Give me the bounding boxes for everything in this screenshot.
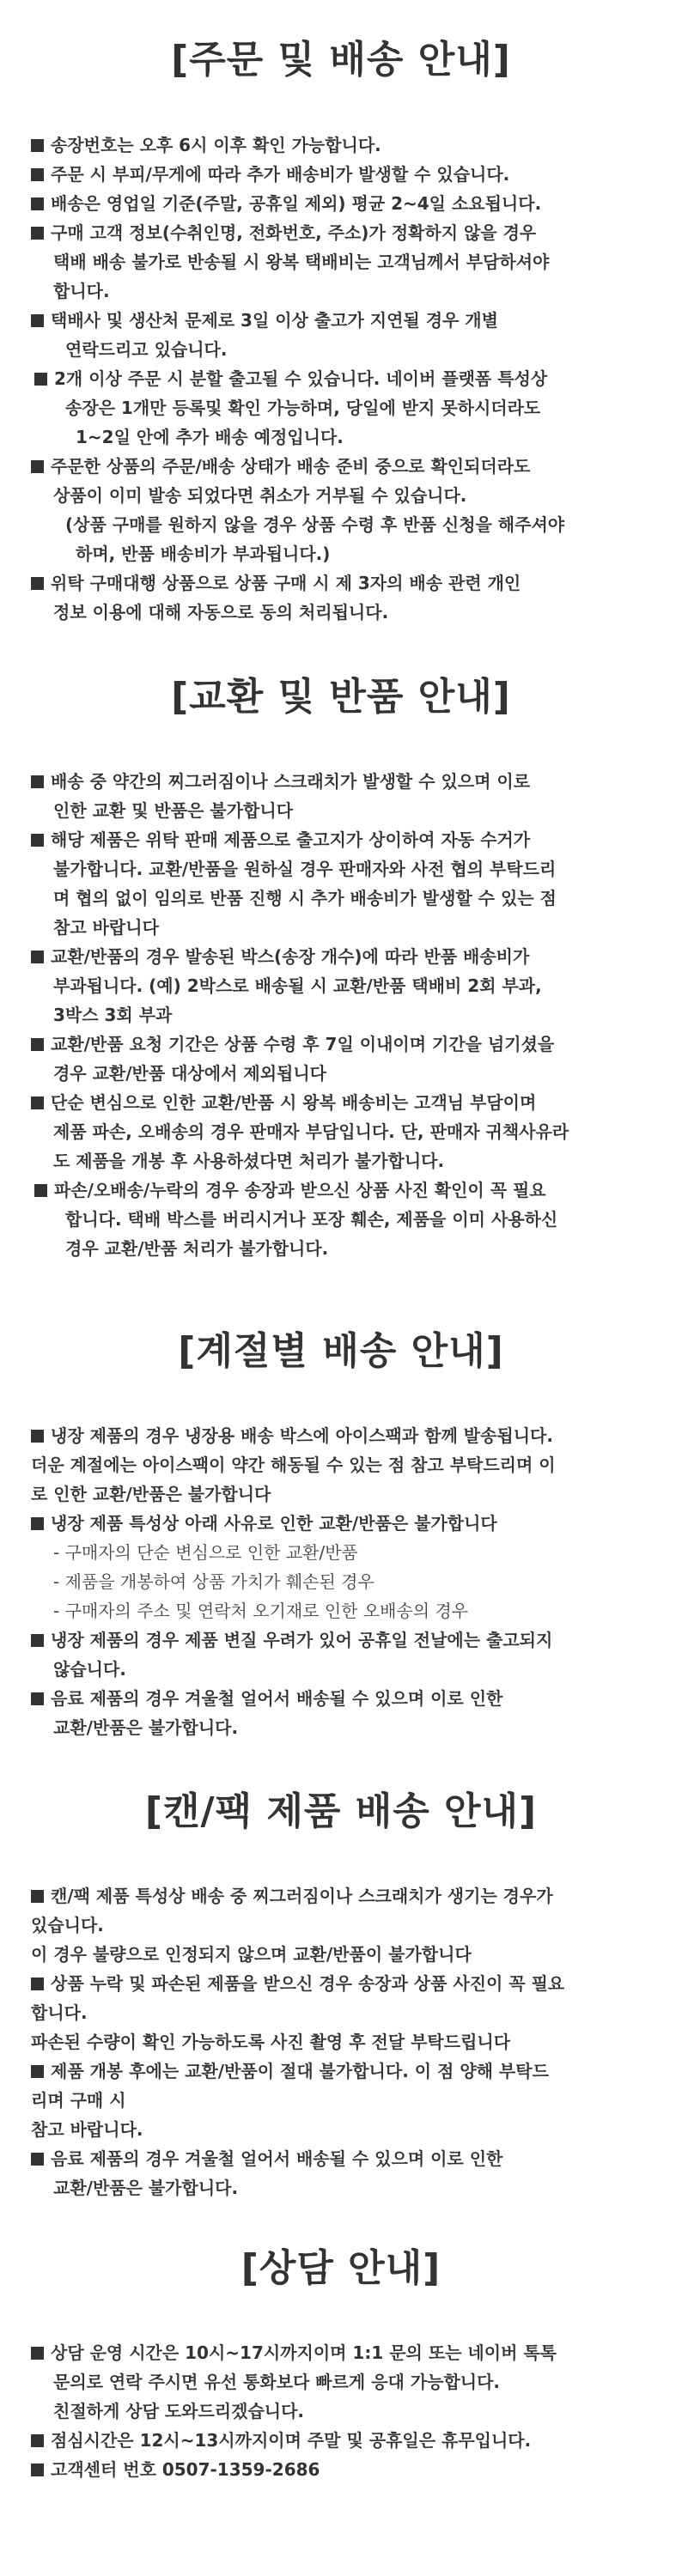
list-item: 위탁 구매대행 상품으로 상품 구매 시 제 3자의 배송 관련 개인 [31,568,658,598]
list-item-continued: 이 경우 불량으로 인정되지 않으며 교환/반품이 불가합니다 [31,1944,472,1965]
list-item: 교환/반품 요청 기간은 상품 수령 후 7일 이내이며 기간을 넘기셨을 [31,1030,658,1059]
list-item: 냉장 제품의 경우 냉장용 배송 박스에 아이스팩과 함께 발송됩니다. [31,1421,658,1450]
section-order-shipping-items [31,131,658,627]
section-order-shipping [0,34,682,86]
section-title: [주문 및 배송 안내] [171,38,511,82]
section-title: [교환 및 반품 안내] [171,675,511,719]
section-seasonal-shipping-items [31,1421,658,1742]
list-item-continued: 교환/반품은 불가합니다. [53,1717,239,1738]
list-item-continued: 경우 교환/반품 처리가 불가합니다. [65,1238,329,1259]
list-item-continued: 하며, 반품 배송비가 부과됩니다.) [76,544,331,564]
square-bullet-icon [31,834,44,847]
list-item-continued: 며 협의 없이 임의로 반품 진행 시 추가 배송비가 발생할 수 있는 점 [53,888,557,908]
list-item-continued: (상품 구매를 원하지 않을 경우 상품 수령 후 반품 신청을 해주셔야 [65,514,565,535]
square-bullet-icon [31,1430,44,1443]
list-item: 택배사 및 생산처 문제로 3일 이상 출고가 지연될 경우 개별 [31,306,658,335]
square-bullet-icon [31,577,44,590]
list-item-continued: 합니다. [31,2002,88,2023]
list-item: 주문한 상품의 주문/배송 상태가 배송 준비 중으로 확인되더라도 [31,452,658,481]
square-bullet-icon [31,2153,44,2166]
list-item-continued: 연락드리고 있습니다. [65,339,228,360]
list-item-continued: 부과됩니다. (예) 2박스로 배송될 시 교환/반품 택배비 2회 부과, [53,975,542,996]
section-exchange-return-items [31,767,658,1263]
list-item-continued: 상품이 이미 발송 되었다면 취소가 거부될 수 있습니다. [53,485,467,506]
list-item-continued: 경우 교환/반품 대상에서 제외됩니다 [53,1063,326,1084]
list-item-continued: 정보 이용에 대해 자동으로 동의 처리됩니다. [53,602,389,623]
list-item-continued: 인한 교환 및 반품은 불가합니다 [53,800,294,821]
list-item: 교환/반품의 경우 발송된 박스(송장 개수)에 따라 반품 배송비가 [31,942,658,971]
list-item: 음료 제품의 경우 겨울철 얼어서 배송될 수 있으며 이로 인한 [31,2144,658,2173]
square-bullet-icon [31,1097,44,1109]
section-exchange-return [0,671,682,723]
list-item-continued: 1~2일 안에 추가 배송 예정입니다. [76,427,344,447]
list-item-continued: 참고 바랍니다 [53,917,159,938]
list-item: 음료 제품의 경우 겨울철 얼어서 배송될 수 있으며 이로 인한 [31,1684,658,1713]
list-item-continued: 택배 배송 불가로 반송될 시 왕복 택배비는 고객님께서 부담하셔야 [53,252,550,272]
square-bullet-icon [31,1517,44,1530]
square-bullet-icon [31,314,44,327]
section-seasonal-shipping [0,1326,682,1377]
list-item: 배송 중 약간의 찌그러짐이나 스크래치가 발생할 수 있으며 이로 [31,767,658,796]
square-bullet-icon [31,197,44,210]
square-bullet-icon [31,2464,44,2476]
list-item: 상담 운영 시간은 10시~17시까지이며 1:1 문의 또는 네이버 톡톡 [31,2338,658,2367]
list-subitem: - 구매자의 주소 및 연락처 오기재로 인한 오배송의 경우 [53,1601,469,1621]
square-bullet-icon [31,1978,44,1990]
list-item-continued: 참고 바랍니다. [31,2119,143,2140]
square-bullet-icon [31,227,44,240]
list-item-continued: 않습니다. [53,1659,126,1680]
list-item-continued: 친절하게 상담 도와드리겠습니다. [53,2401,305,2421]
list-item-continued: 합니다. 택배 박스를 버리시거나 포장 훼손, 제품을 이미 사용하신 [65,1209,558,1230]
square-bullet-icon [31,168,44,181]
list-subitem: - 제품을 개봉하여 상품 가치가 훼손된 경우 [53,1571,374,1592]
square-bullet-icon [31,1038,44,1051]
list-item-continued: 문의로 연락 주시면 유선 통화보다 빠르게 응대 가능합니다. [53,2372,501,2392]
list-item-continued: 도 제품을 개봉 후 사용하셨다면 처리가 불가합니다. [53,1151,445,1171]
square-bullet-icon [31,1692,44,1705]
list-item-continued: 3박스 3회 부과 [53,1005,173,1025]
square-bullet-icon [31,1890,44,1903]
section-title: [상담 안내] [241,2246,441,2290]
list-item-continued: 더운 계절에는 아이스팩이 약간 해동될 수 있는 점 참고 부탁드리며 이 [31,1455,556,1475]
section-can-pack-shipping-items [31,1881,658,2202]
list-item: 배송은 영업일 기준(주말, 공휴일 제외) 평균 2~4일 소요됩니다. [31,189,658,218]
list-subitem: - 구매자의 단순 변심으로 인한 교환/반품 [53,1542,358,1563]
section-consultation [0,2243,682,2294]
square-bullet-icon [31,460,44,473]
list-item-continued: 리며 구매 시 [31,2090,126,2111]
square-bullet-icon [31,775,44,788]
list-item: 점심시간은 12시~13시까지이며 주말 및 공휴일은 휴무입니다. [31,2426,658,2455]
list-item: 단순 변심으로 인한 교환/반품 시 왕복 배송비는 고객님 부담이며 [31,1088,658,1117]
square-bullet-icon [31,139,44,152]
list-item-continued: 제품 파손, 오배송의 경우 판매자 부담입니다. 단, 판매자 귀책사유라 [53,1121,569,1142]
list-item-continued: 불가합니다. 교환/반품을 원하실 경우 판매자와 사전 협의 부탁드리 [53,859,557,879]
list-item-continued: 송장은 1개만 등록및 확인 가능하며, 당일에 받지 못하시더라도 [65,398,541,418]
list-item-continued: 로 인한 교환/반품은 불가합니다 [31,1484,271,1504]
list-item: 파손/오배송/누락의 경우 송장과 받으신 상품 사진 확인이 꼭 필요 [31,1176,658,1205]
square-bullet-icon [31,951,44,963]
list-item: 냉장 제품의 경우 제품 변질 우려가 있어 공휴일 전날에는 출고되지 [31,1625,658,1655]
square-bullet-icon [31,2434,44,2447]
section-title: [캔/팩 제품 배송 안내] [144,1789,538,1833]
list-item-continued: 있습니다. [31,1915,104,1935]
section-consultation-items [31,2338,658,2484]
square-bullet-icon [31,2065,44,2078]
list-item: 캔/팩 제품 특성상 배송 중 찌그러짐이나 스크래치가 생기는 경우가 [31,1881,658,1911]
list-item: 주문 시 부피/무게에 따라 추가 배송비가 발생할 수 있습니다. [31,160,658,189]
list-item-continued: 교환/반품은 불가합니다. [53,2178,239,2198]
square-bullet-icon [31,2347,44,2360]
section-can-pack-shipping [0,1786,682,1838]
list-item-continued: 합니다. [53,281,110,301]
list-item: 냉장 제품 특성상 아래 사유로 인한 교환/반품은 불가합니다 [31,1509,658,1538]
square-bullet-icon [31,1634,44,1647]
list-item-continued: 파손된 수량이 확인 가능하도록 사진 촬영 후 전달 부탁드립니다 [31,2032,511,2052]
list-item: 고객센터 번호 0507-1359-2686 [31,2455,658,2484]
square-bullet-icon [34,373,47,386]
list-item: 제품 개봉 후에는 교환/반품이 절대 불가합니다. 이 점 양해 부탁드 [31,2057,658,2086]
section-title: [계절별 배송 안내] [178,1329,504,1373]
list-item: 구매 고객 정보(수취인명, 전화번호, 주소)가 정확하지 않을 경우 [31,218,658,247]
list-item: 송장번호는 오후 6시 이후 확인 가능합니다. [31,131,658,160]
list-item: 2개 이상 주문 시 분할 출고될 수 있습니다. 네이버 플랫폼 특성상 [31,364,658,393]
list-item: 상품 누락 및 파손된 제품을 받으신 경우 송장과 상품 사진이 꼭 필요 [31,1969,658,1998]
list-item: 해당 제품은 위탁 판매 제품으로 출고지가 상이하여 자동 수거가 [31,825,658,854]
square-bullet-icon [34,1184,47,1197]
